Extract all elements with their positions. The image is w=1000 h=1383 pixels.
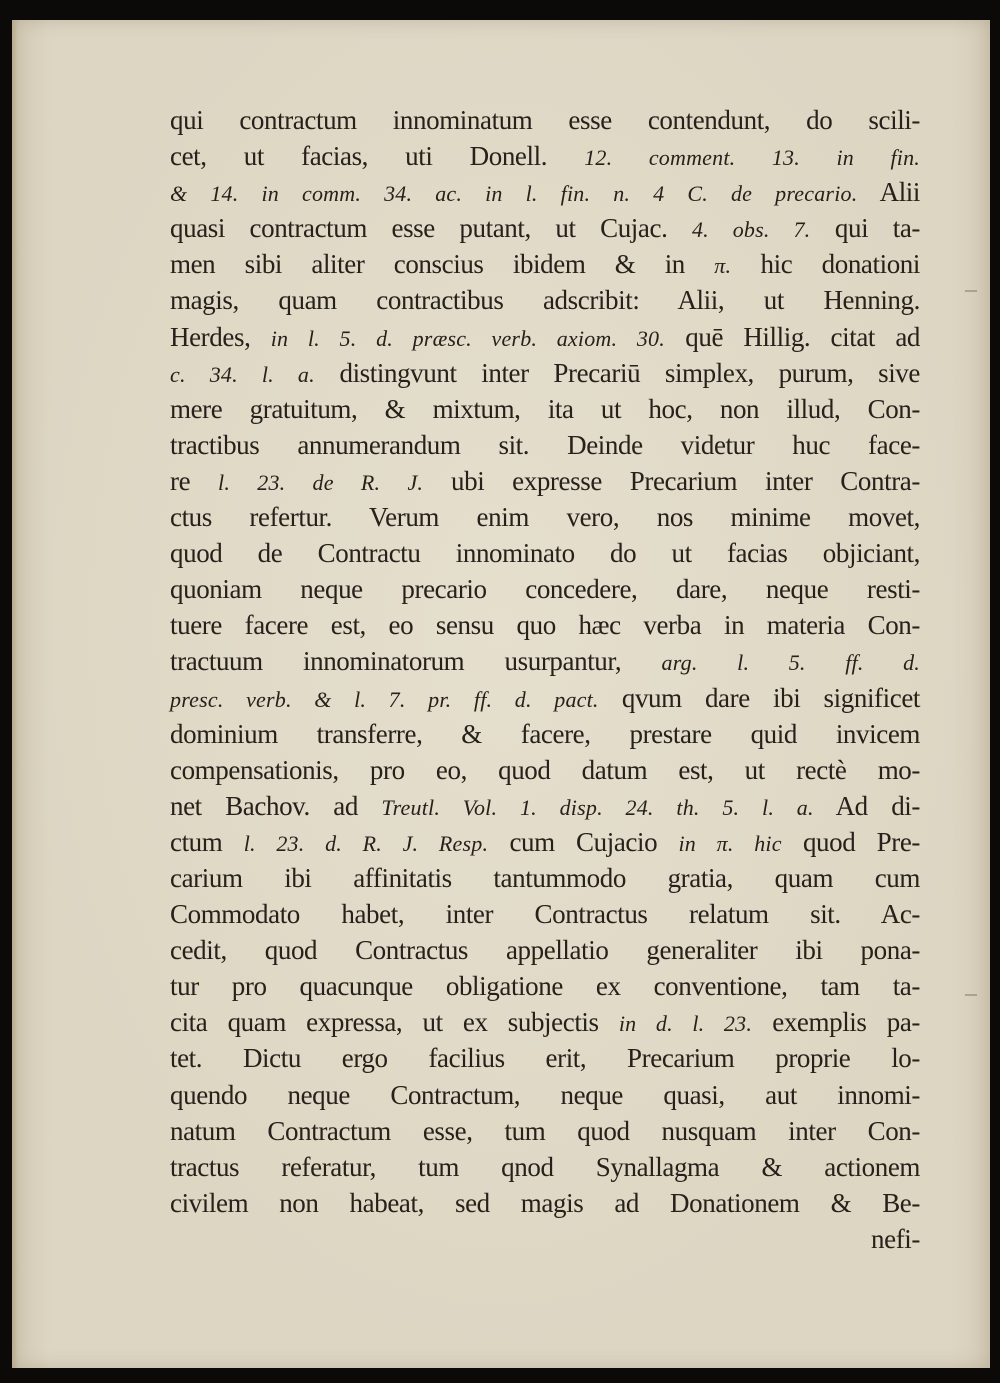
line-text: distingvunt inter Precariū simplex, purum, sive bbox=[314, 357, 920, 388]
text-line bbox=[170, 1149, 920, 1185]
citation-text: π. bbox=[714, 253, 732, 279]
line-text: quod Pre- bbox=[781, 826, 921, 857]
line-text: cet, ut facias, uti Donell. bbox=[170, 141, 585, 172]
line-text: civilem non habeat, sed magis ad Donationem & Be- bbox=[170, 1187, 920, 1218]
text-line bbox=[170, 246, 920, 282]
line-text: men sibi aliter conscius ibidem & in bbox=[170, 249, 715, 280]
text-line bbox=[170, 174, 920, 210]
line-text: ubi expresse Precarium inter Contra- bbox=[423, 465, 920, 496]
text-line bbox=[170, 1077, 920, 1113]
citation-text: Treutl. Vol. 1. disp. 24. th. 5. l. a. bbox=[381, 794, 814, 820]
line-text: compensationis, pro eo, quod datum est, ut rectè mo- bbox=[170, 754, 920, 785]
text-line bbox=[170, 427, 920, 463]
line-text: quasi contractum esse putant, ut Cujac. bbox=[170, 213, 692, 244]
text-line bbox=[170, 1221, 920, 1257]
line-text: cedit, quod Contractus appellatio generaliter ibi pona- bbox=[170, 935, 920, 966]
line-text: tractuum innominatorum usurpantur, bbox=[170, 646, 662, 677]
citation-text: in π. hic bbox=[678, 830, 782, 856]
line-text: Alii bbox=[857, 177, 920, 208]
line-text: quendo neque Contractum, neque quasi, aut innomi- bbox=[170, 1079, 920, 1110]
text-line bbox=[170, 1113, 920, 1149]
text-line bbox=[170, 1185, 920, 1221]
line-text: tur pro quacunque obligatione ex conventione, tam ta- bbox=[170, 971, 920, 1002]
line-text: ctus refertur. Verum enim vero, nos minime movet, bbox=[170, 502, 920, 533]
text-line bbox=[170, 607, 920, 643]
line-text: qui ta- bbox=[810, 213, 921, 244]
body-text bbox=[170, 102, 920, 1257]
citation-text: c. 34. l. a. bbox=[170, 361, 315, 387]
text-line bbox=[170, 355, 920, 391]
text-line bbox=[170, 680, 920, 716]
margin-mark bbox=[965, 290, 977, 292]
citation-text: 4. obs. 7. bbox=[691, 217, 811, 243]
margin-mark bbox=[965, 994, 977, 996]
citation-text: & 14. in comm. 34. ac. in l. fin. n. 4 C. de precario. bbox=[170, 181, 858, 207]
line-text: mere gratuitum, & mixtum, ita ut hoc, non illud, Con- bbox=[170, 393, 920, 424]
text-line bbox=[170, 571, 920, 607]
line-text: tractus referatur, tum qnod Synallagma & actionem bbox=[170, 1151, 920, 1182]
line-text: cita quam expressa, ut ex subjectis bbox=[170, 1007, 619, 1038]
line-text: dominium transferre, & facere, prestare quid invicem bbox=[170, 718, 920, 749]
text-line bbox=[170, 752, 920, 788]
citation-text: arg. l. 5. ff. d. bbox=[661, 650, 921, 676]
line-text: cum Cujacio bbox=[488, 826, 679, 857]
citation-text: 12. comment. 13. in fin. bbox=[584, 145, 920, 171]
line-text: Herdes, bbox=[170, 321, 271, 352]
line-text: hic donationi bbox=[731, 249, 921, 280]
line-text: natum Contractum esse, tum quod nusquam inter Con- bbox=[170, 1115, 920, 1146]
line-text: tractibus annumerandum sit. Deinde videtur huc face- bbox=[170, 429, 920, 460]
citation-text: l. 23. de R. J. bbox=[218, 469, 424, 495]
text-line bbox=[170, 138, 920, 174]
text-line bbox=[170, 282, 920, 318]
text-line bbox=[170, 102, 920, 138]
text-line bbox=[170, 788, 920, 824]
text-line bbox=[170, 896, 920, 932]
line-text: qvum dare ibi significet bbox=[598, 682, 921, 713]
line-text: qui contractum innominatum esse contendunt, do scili- bbox=[170, 105, 920, 135]
citation-text: in l. 5. d. præsc. verb. axiom. 30. bbox=[270, 325, 665, 351]
line-text: Ad di- bbox=[813, 790, 920, 821]
text-line bbox=[170, 932, 920, 968]
line-text: carium ibi affinitatis tantummodo gratia, quam cum bbox=[170, 862, 920, 893]
text-line bbox=[170, 535, 920, 571]
page-edge bbox=[12, 20, 18, 1368]
line-text: nefi- bbox=[871, 1223, 920, 1254]
text-line bbox=[170, 643, 920, 679]
text-line bbox=[170, 463, 920, 499]
citation-text: l. 23. d. R. J. Resp. bbox=[243, 830, 489, 856]
text-line bbox=[170, 716, 920, 752]
text-line bbox=[170, 824, 920, 860]
citation-text: in d. l. 23. bbox=[618, 1011, 753, 1037]
line-text: quē Hillig. citat ad bbox=[664, 321, 921, 352]
text-line bbox=[170, 1004, 920, 1040]
line-text: tet. Dictu ergo facilius erit, Precarium proprie lo- bbox=[170, 1043, 920, 1074]
citation-text: presc. verb. & l. 7. pr. ff. d. pact. bbox=[170, 686, 599, 712]
text-line bbox=[170, 860, 920, 896]
line-text: Commodato habet, inter Contractus relatum sit. Ac- bbox=[170, 899, 920, 930]
line-text: ctum bbox=[170, 826, 244, 857]
text-line bbox=[170, 391, 920, 427]
text-line bbox=[170, 319, 920, 355]
line-text: quoniam neque precario concedere, dare, neque resti- bbox=[170, 574, 920, 605]
book-page bbox=[12, 20, 990, 1368]
text-line bbox=[170, 968, 920, 1004]
text-line bbox=[170, 499, 920, 535]
text-line bbox=[170, 1040, 920, 1076]
text-line bbox=[170, 210, 920, 246]
line-text: tuere facere est, eo sensu quo hæc verba in materia Con- bbox=[170, 610, 920, 641]
line-text: exemplis pa- bbox=[752, 1007, 920, 1038]
line-text: magis, quam contractibus adscribit: Alii, ut Henning. bbox=[170, 285, 920, 316]
line-text: re bbox=[170, 465, 219, 496]
line-text: net Bachov. ad bbox=[170, 790, 382, 821]
line-text: quod de Contractu innominato do ut facias objiciant, bbox=[170, 538, 920, 569]
